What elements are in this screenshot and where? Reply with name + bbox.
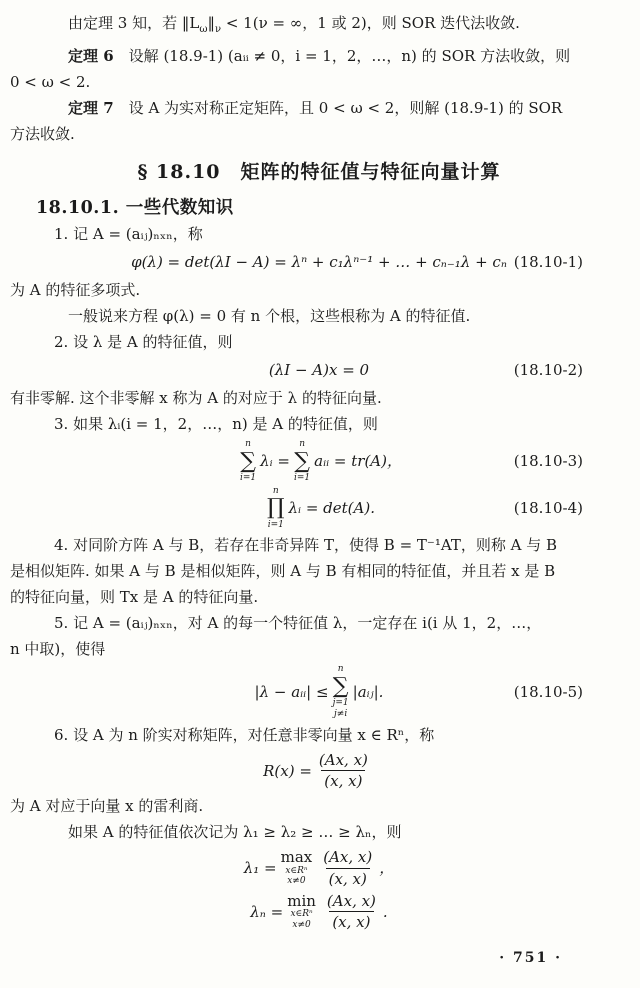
theorem-6-line-1 — [10, 43, 628, 69]
sigma-symbol: ∑ — [332, 674, 349, 700]
page-number: · 751 · — [499, 950, 562, 966]
intro-text-post: < 1(ν = ∞，1 或 2)，则 SOR 迭代法收敛. — [221, 14, 520, 32]
fraction-numerator: (Ax, x) — [326, 891, 376, 910]
equation-body: φ(λ) = det(λI − A) = λⁿ + c₁λⁿ⁻¹ + … + cₙ₋₁λ + cₙ — [131, 253, 507, 271]
product-lower-limit: i=1 — [267, 519, 284, 530]
item-4-line-1: 4. 对同阶方阵 A 与 B，若存在非奇异阵 T，使得 B = T⁻¹AT，则称 A 与 B — [54, 536, 558, 555]
equation-body — [255, 664, 384, 719]
item-5-line-2: n 中取)，使得 — [10, 640, 106, 659]
sum-operator — [333, 664, 349, 719]
product-upper-limit: n — [272, 485, 279, 496]
theorem-6-label: 定理 6 — [68, 47, 114, 65]
pi-symbol: ∏ — [267, 495, 285, 521]
equation-lhs: |λ − aᵢᵢ| ≤ — [254, 683, 329, 702]
fraction-numerator: (Ax, x) — [318, 750, 368, 769]
fraction — [324, 891, 379, 933]
theorem-6-line-2: 0 < ω < 2. — [10, 73, 91, 91]
rayleigh-quotient-equation — [10, 750, 628, 792]
equation-middle: λᵢ = — [260, 452, 291, 471]
sum-lower-limit: i=1 — [239, 472, 257, 483]
theorem-7-line-1 — [10, 95, 628, 121]
min-condition-2: x≠0 — [292, 919, 311, 930]
max-condition-2: x≠0 — [287, 876, 306, 887]
item-6-line: 6. 设 A 为 n 阶实对称矩阵，对任意非零向量 x ∈ Rⁿ，称 — [54, 725, 435, 744]
equation-tail: aᵢᵢ = tr(A)， — [314, 452, 402, 471]
norm-subscript-omega: ω — [199, 24, 208, 35]
equation-body: (λI − A)x = 0 — [268, 361, 370, 379]
equation-tail: λᵢ = det(A). — [288, 499, 375, 518]
min-operator — [287, 893, 316, 931]
norm-subscript-nu: ν — [214, 24, 222, 35]
intro-line — [10, 10, 628, 43]
sum-upper-limit: n — [337, 664, 344, 675]
intro-text-pre: 由定理 3 知，若 ‖L — [68, 14, 200, 32]
fraction-denominator: (x, x) — [326, 868, 370, 889]
equation-body — [250, 891, 387, 933]
section-title: § 18.10 矩阵的特征值与特征向量计算 — [137, 161, 501, 183]
sigma-symbol: ∑ — [240, 448, 256, 474]
equation-tail: . — [382, 902, 388, 921]
sum-operator — [294, 439, 310, 484]
theorem-6-text: 设解 (18.9-1) (aᵢᵢ ≠ 0，i = 1，2，…，n) 的 SOR 方法收敛，则 — [113, 47, 571, 65]
sum-operator — [240, 439, 256, 484]
sum-lower-limit: i=1 — [294, 472, 311, 483]
sum-lower-limits — [333, 698, 349, 720]
equation-18-10-2 — [10, 356, 628, 384]
equation-18-10-5 — [10, 664, 628, 719]
item-4-line-3: 的特征向量，则 Tx 是 A 的特征向量. — [10, 588, 259, 607]
item-2-line: 2. 设 λ 是 A 的特征值，则 — [54, 333, 233, 351]
equation-tag: (18.10-1) — [513, 253, 583, 271]
equation-tail: |aᵢⱼ|. — [352, 683, 384, 702]
product-operator — [267, 486, 285, 531]
eigenvalue-ordering-line: 如果 A 的特征值依次记为 λ₁ ≥ λ₂ ≥ … ≥ λₙ，则 — [68, 823, 402, 842]
max-condition-1: x∈Rⁿ — [285, 865, 308, 876]
equation-18-10-4 — [10, 486, 628, 531]
sum-upper-limit: n — [299, 439, 305, 449]
item-1-continuation: 为 A 的特征多项式. — [10, 281, 141, 299]
equation-tag: (18.10-3) — [513, 452, 583, 471]
max-symbol: max — [280, 848, 313, 867]
sum-lower-limit-1: j=1 — [332, 698, 349, 709]
lambda-max-equation — [10, 847, 628, 889]
intro-text-mid: ‖ — [207, 14, 215, 32]
equation-tag: (18.10-4) — [513, 499, 583, 518]
item-1-note: 一般说来方程 φ(λ) = 0 有 n 个根，这些根称为 A 的特征值. — [68, 307, 471, 325]
fraction-denominator: (x, x) — [321, 770, 365, 791]
theorem-7-label: 定理 7 — [68, 99, 114, 117]
sigma-symbol: ∑ — [294, 448, 310, 474]
equation-lhs: λₙ = — [250, 902, 284, 921]
fraction-denominator: (x, x) — [329, 911, 373, 932]
equation-tag: (18.10-5) — [513, 683, 583, 702]
equation-tail: ， — [379, 859, 395, 878]
fraction — [316, 750, 371, 792]
max-operator — [281, 849, 313, 887]
lambda-min-equation — [10, 891, 628, 933]
min-condition-1: x∈Rⁿ — [290, 909, 313, 920]
equation-18-10-1 — [10, 248, 628, 276]
item-5-line-1: 5. 记 A = (aᵢⱼ)ₙₓₙ，对 A 的每一个特征值 λ，一定存在 i(i 从 1，2，…， — [54, 614, 542, 633]
rayleigh-quotient-caption: 为 A 对应于向量 x 的雷利商. — [10, 797, 204, 816]
equation-tag: (18.10-2) — [513, 361, 583, 379]
item-2-continuation: 有非零解. 这个非零解 x 称为 A 的对应于 λ 的特征向量. — [10, 389, 382, 407]
equation-body — [263, 486, 375, 531]
equation-lhs: R(x) = — [263, 761, 312, 780]
equation-lhs: λ₁ = — [243, 859, 277, 878]
fraction-numerator: (Ax, x) — [323, 848, 373, 867]
equation-18-10-3 — [10, 439, 628, 484]
fraction — [320, 847, 375, 889]
equation-body — [236, 439, 402, 484]
subsection-title: 18.10.1. 一些代数知识 — [36, 198, 234, 218]
min-symbol: min — [287, 891, 316, 910]
theorem-7-line-2: 方法收敛. — [10, 125, 75, 143]
item-4-line-2: 是相似矩阵. 如果 A 与 B 是相似矩阵，则 A 与 B 有相同的特征值，并且若 x 是 B — [10, 562, 556, 581]
sum-upper-limit: n — [245, 439, 251, 449]
item-1-line: 1. 记 A = (aᵢⱼ)ₙₓₙ，称 — [54, 225, 203, 243]
equation-body — [244, 847, 395, 889]
equation-body — [263, 750, 375, 792]
theorem-7-text: 设 A 为实对称正定矩阵，且 0 < ω < 2，则解 (18.9-1) 的 SOR — [113, 99, 563, 117]
item-3-line: 3. 如果 λᵢ(i = 1，2，…，n) 是 A 的特征值，则 — [54, 415, 378, 433]
sum-lower-limit-2: j≠i — [334, 709, 348, 720]
